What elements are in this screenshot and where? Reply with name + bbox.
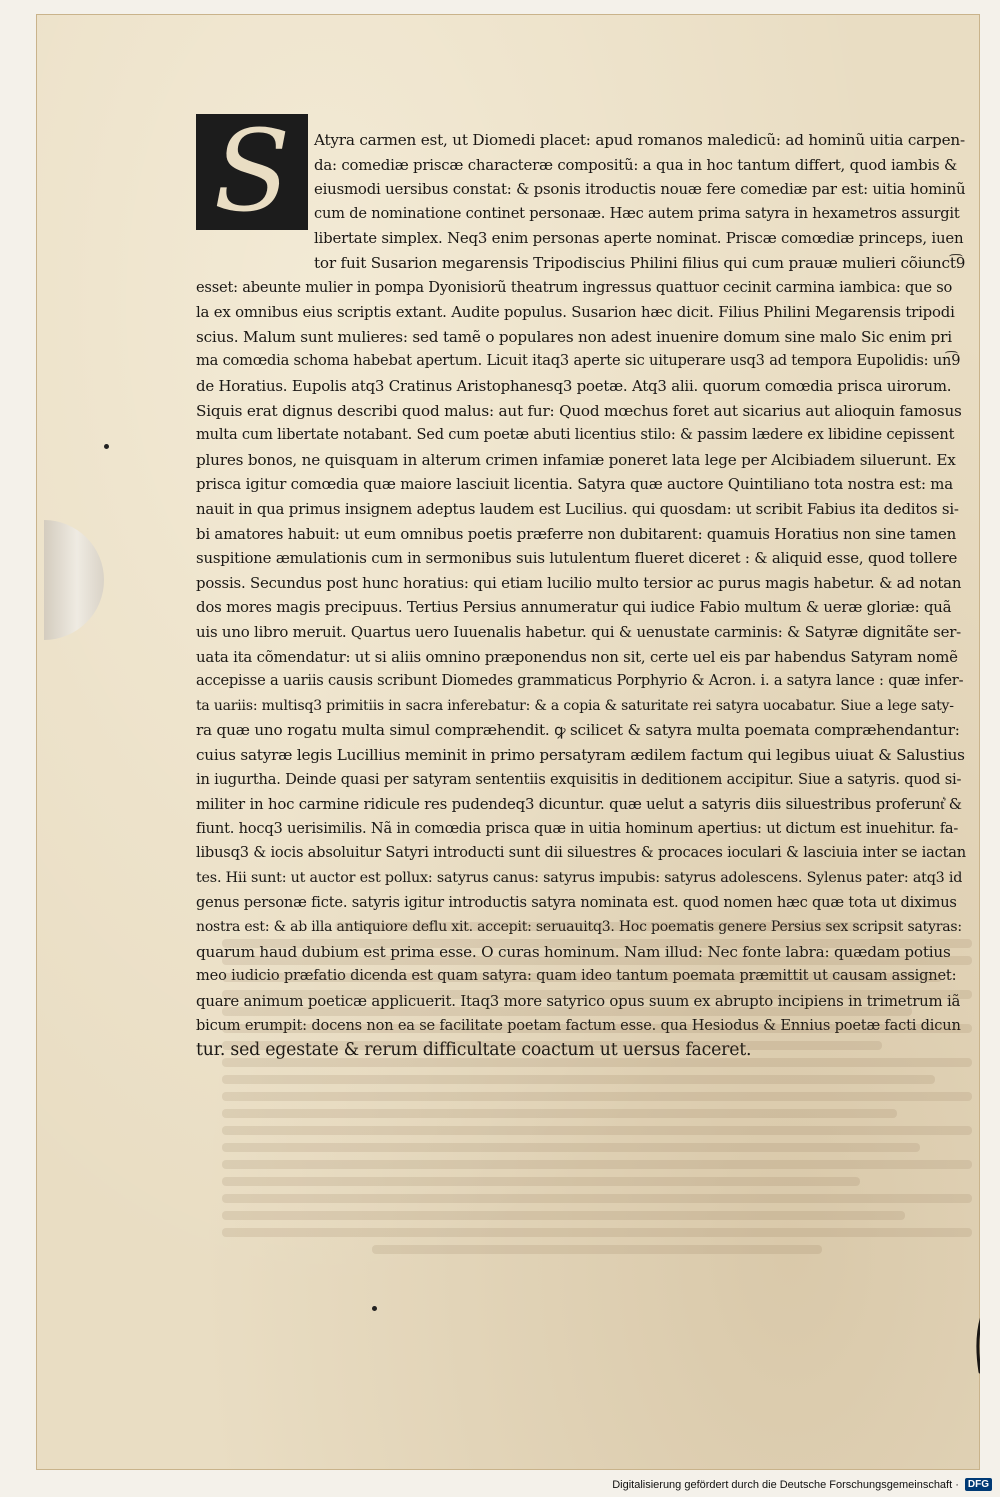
text-line: uata ita cõmendatur: ut si aliis omnino præponendus non sit, certe uel eis par habendus Satyram nomẽ: [196, 647, 958, 666]
text-line: eiusmodi uersibus constat: & psonis itroductis nouæ fere comediæ par est: uitia hominũ: [314, 180, 966, 199]
text-line: prisca igitur comœdia quæ maiore lasciuit licentia. Satyra quæ auctore Quintiliano tota nostra est: ma: [196, 475, 953, 494]
text-line: cuius satyræ legis Lucillius meminit in primo persatyram ædilem factum qui legibus uiuat & Salustius: [196, 746, 965, 764]
text-line: esset: abeunte mulier in pompa Dyonisiorũ theatrum ingressus quattuor cecinit carmina iambica: que so: [196, 278, 953, 296]
bleed-through-text: [222, 914, 972, 1374]
text-line: suspitione æmulationis cum in sermonibus suis lutulentum flueret diceret : & aliquid esse, quod tollere: [196, 549, 958, 568]
decorated-initial: [196, 107, 308, 237]
text-line: nauit in qua primus insignem adeptus laudem est Lucilius. qui quosdam: ut scribit Fabius ita deditos si-: [196, 500, 959, 518]
text-line: uis uno libro meruit. Quartus uero Iuuenalis habetur. qui & uenustate carminis: & Satyræ dignitãte ser-: [196, 623, 961, 641]
text-line: scius. Malum sunt mulieres: sed tamẽ o populares non adest inuenire domum sine malo Sic enim pri: [196, 327, 952, 346]
text-line: quarum haud dubium est prima esse. O curas hominum. Nam illud: Nec fonte labra: quædam potius: [196, 942, 951, 961]
text-line: dos mores magis precipuus. Tertius Persius annumeratur qui iudice Fabio multum & ueræ gloriæ: quã: [196, 598, 952, 617]
dfg-logo: DFG: [965, 1478, 992, 1491]
binding-clasp: [44, 520, 104, 640]
text-line: de Horatius. Eupolis atq3 Cratinus Aristophanesq3 poetæ. Atq3 alii. quorum comœdia prisca uirorum.: [196, 377, 952, 395]
text-line: cum de nominatione continet personaæ. Hæc autem prima satyra in hexametros assurgit: [314, 204, 960, 222]
text-line: ta uariis: multisq3 primitiis in sacra inferebatur: & a copia & saturitate rei satyra uocabatur. Siue a lege saty-: [196, 697, 954, 714]
text-line: militer in hoc carmine ridicule res pudendeq3 dicuntur. quæ uelut a satyris diis siluestribus proferunt͛ &: [196, 795, 962, 814]
text-line: fiunt. hocq3 uerisimilis. Nã in comœdia prisca quæ in uitia hominum apertius: ut dictum est inuehitur. fa-: [196, 819, 959, 837]
text-line: Siquis erat dignus describi quod malus: aut fur: Quod mœchus foret aut sicarius aut alioquin famosus: [196, 401, 962, 420]
text-line: multa cum libertate notabant. Sed cum poetæ abuti licentius stilo: & passim lædere ex libidine cepissent: [196, 426, 955, 444]
text-line: possis. Secundus post hunc horatius: qui etiam lucilio multo tersior ac purus magis habetur. & ad notan: [196, 573, 962, 592]
text-line: quare animum poeticæ applicuerit. Itaq3 more satyrico opus suum ex abrupto incipiens in trimetrum iã: [196, 992, 961, 1010]
text-line: libusq3 & iocis absoluitur Satyri introducti sunt dii siluestres & procaces ioculari & lasciuia inter se iactan: [196, 844, 966, 862]
text-line: bi amatores habuit: ut eum omnibus poetis præferre non dubitarent: quamuis Horatius non sine tamen: [196, 524, 957, 543]
text-line: in iugurtha. Deinde quasi per satyram sententiis exquisitis in deditionem accipitur. Siue a satyris. quod si-: [196, 770, 962, 788]
text-line: tor fuit Susarion megarensis Tripodiscius Philini filius qui cum prauæ mulieri cõiunct͡9: [314, 254, 966, 272]
text-line: ra quæ uno rogatu multa simul compræhendit. ꝙ scilicet & satyra multa poemata compræhendantur:: [196, 721, 960, 740]
text-line: la ex omnibus eius scriptis extant. Audite populus. Susarion hæc dicit. Filius Philini Megarensis tripodi: [196, 303, 955, 322]
text-line: libertate simplex. Neq3 enim personas aperte nominat. Priscæ comœdiæ princeps, iuen: [314, 229, 964, 248]
footer-text: Digitalisierung gefördert durch die Deutsche Forschungsgemeinschaft ·: [612, 1478, 959, 1491]
text-line: meo iudicio præfatio dicenda est quam satyra: quam ideo tantum poemata præmittit ut causam assignet:: [196, 967, 957, 985]
folio-mark: [972, 1306, 980, 1376]
text-line: bicum erumpit: docens non ea se facilitate poetam factum esse. qua Hesiodus & Ennius poetæ facti dicun: [196, 1016, 961, 1034]
text-line: Atyra carmen est, ut Diomedi placet: apud romanos maledicũ: ad hominũ uitia carpen-: [314, 131, 965, 149]
text-line: ma comœdia schoma habebat apertum. Licuit itaq3 aperte sic uituperare usq3 ad tempora Eupolidis: un͡9: [196, 352, 961, 370]
initial-letter: S: [213, 107, 291, 237]
text-line: accepisse a uariis causis scribunt Diomedes grammaticus Porphyrio & Acron. i. a satyra lance : quæ infer-: [196, 672, 964, 690]
text-line: genus personæ ficte. satyris igitur introductis satyra nominata est. quod nomen hæc quæ tota ut diximus: [196, 893, 957, 911]
text-line: tes. Hii sunt: ut auctor est pollux: satyrus canus: satyrus impubis: satyrus adolescens. Sylenus pater: atq3 id: [196, 870, 963, 886]
text-line: tur. sed egestate & rerum difficultate coactum ut uersus faceret.: [196, 1040, 752, 1061]
text-line: plures bonos, ne quisquam in alterum crimen infamiæ poneret lata lege per Alcibiadem siluerunt. Ex: [196, 450, 956, 469]
manuscript-page: [36, 14, 980, 1470]
text-line: da: comediæ priscæ characteræ compositũ: a qua in hoc tantum differt, quod iambis &: [314, 155, 958, 174]
ink-dot: [104, 444, 109, 449]
footer: [612, 1478, 992, 1491]
text-line: nostra est: & ab illa antiquiore deflu xit. accepit: seruauitq3. Hoc poematis genere Persius sex scripsit satyras:: [196, 919, 962, 936]
